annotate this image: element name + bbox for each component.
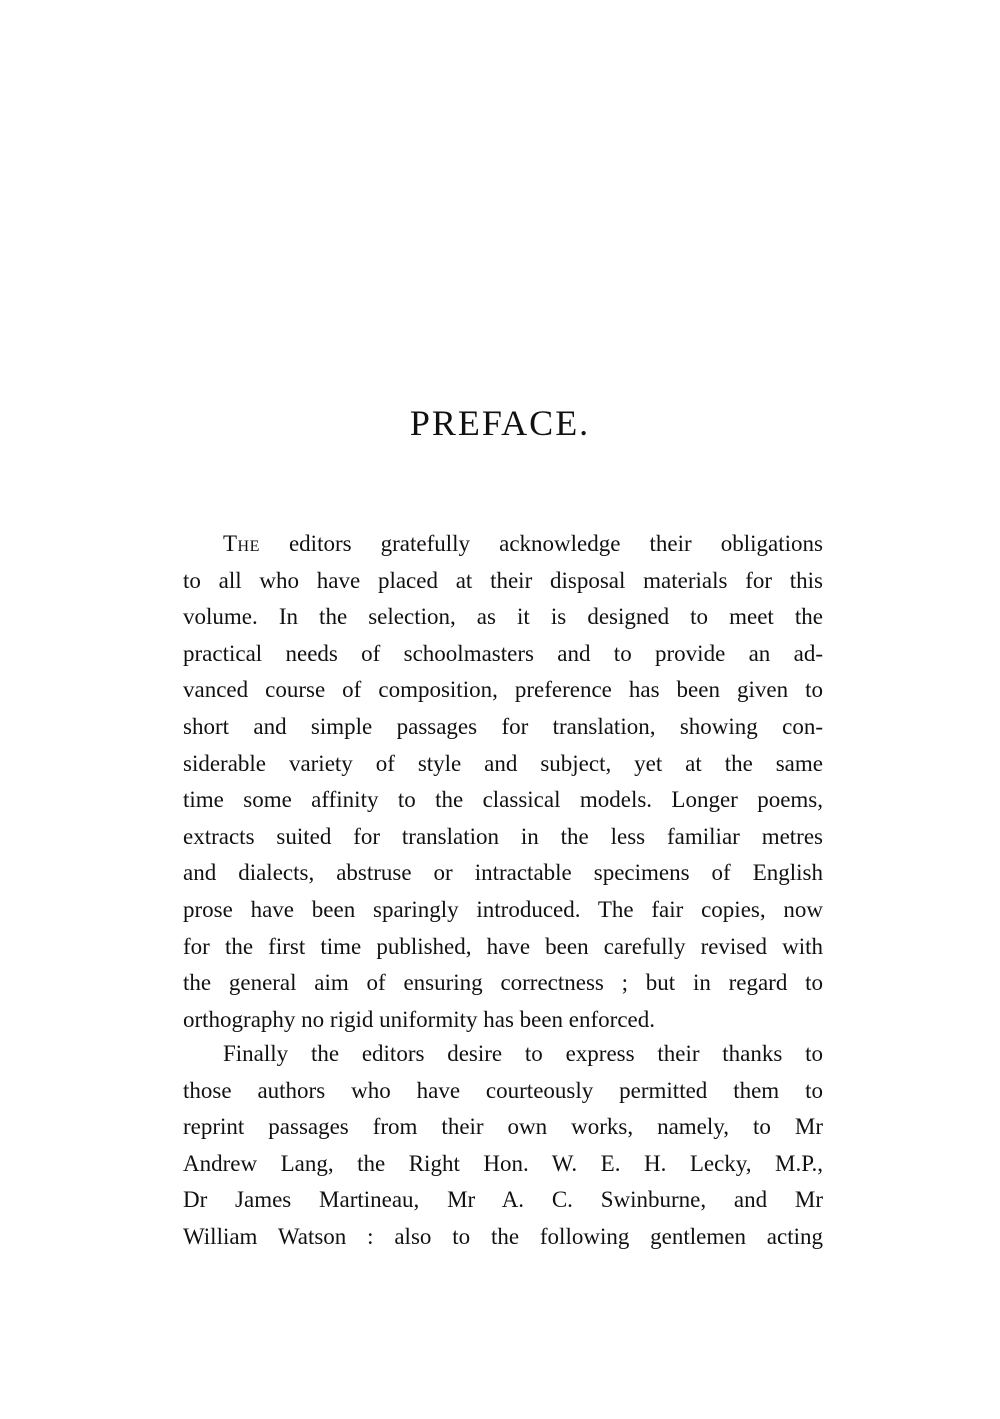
lead-word: The bbox=[223, 531, 260, 556]
paragraph-2 bbox=[183, 1036, 823, 1256]
text-line: to all who have placed at their disposal materials for this bbox=[183, 567, 823, 593]
text-line: and dialects, abstruse or intractable specimens of English bbox=[183, 860, 823, 886]
text-line: William Watson : also to the following gentlemen acting bbox=[183, 1223, 823, 1249]
text-line: the general aim of ensuring correctness ; but in regard to bbox=[183, 970, 823, 996]
text-line: prose have been sparingly introduced. The fair copies, now bbox=[183, 896, 823, 922]
text-line: volume. In the selection, as it is designed to meet the bbox=[183, 604, 823, 630]
text-line: vanced course of composition, preference has been given to bbox=[183, 677, 823, 703]
text-line: short and simple passages for translation, showing con- bbox=[183, 713, 823, 739]
text-line: time some affinity to the classical models. Longer poems, bbox=[183, 787, 823, 813]
text-line: those authors who have courteously permitted them to bbox=[183, 1077, 823, 1103]
text-line: for the first time published, have been carefully revised with bbox=[183, 933, 823, 959]
text-line: Dr James Martineau, Mr A. C. Swinburne, and Mr bbox=[183, 1187, 823, 1213]
text-line: siderable variety of style and subject, yet at the same bbox=[183, 750, 823, 776]
paragraph-1 bbox=[183, 526, 823, 1038]
text-line: Andrew Lang, the Right Hon. W. E. H. Lecky, M.P., bbox=[183, 1150, 823, 1176]
text-line: Finally the editors desire to express their thanks to bbox=[223, 1041, 823, 1066]
text-line: The editors gratefully acknowledge their obligations bbox=[223, 531, 823, 556]
text-line: practical needs of schoolmasters and to provide an ad- bbox=[183, 640, 823, 666]
text-line: orthography no rigid uniformity has been enforced. bbox=[183, 1006, 656, 1032]
text-line: reprint passages from their own works, namely, to Mr bbox=[183, 1114, 823, 1140]
page-heading: PREFACE. bbox=[409, 403, 591, 443]
text-line: extracts suited for translation in the less familiar metres bbox=[183, 823, 823, 849]
